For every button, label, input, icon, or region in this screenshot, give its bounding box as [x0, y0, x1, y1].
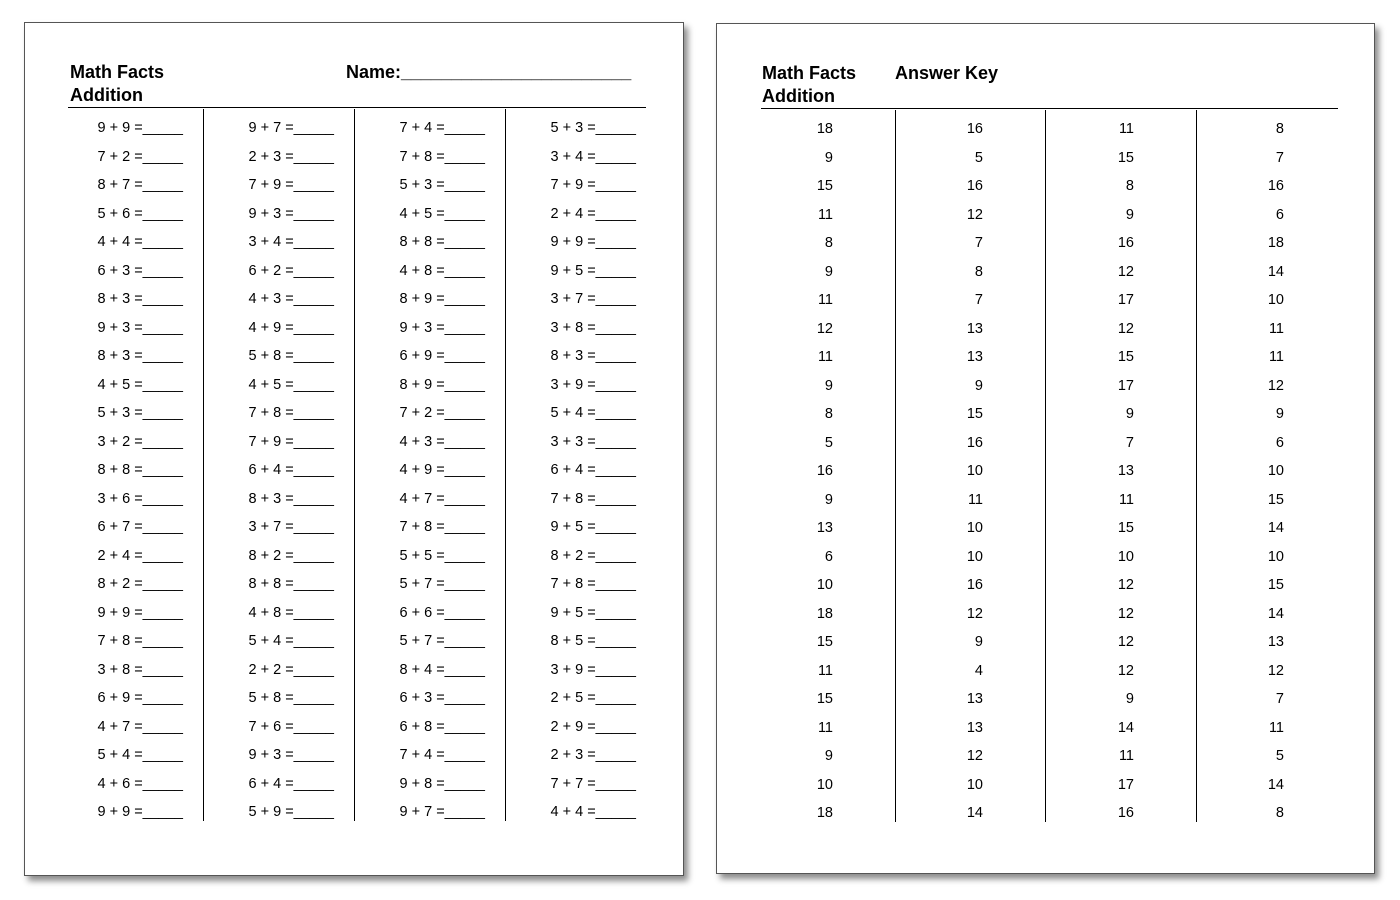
column-divider [354, 109, 355, 821]
problem-item: 8 + 3 =_____ [248, 490, 334, 507]
problem-item: 3 + 8 =_____ [97, 661, 183, 678]
problem-item: 4 + 7 =_____ [97, 718, 183, 735]
problem-item: 2 + 4 =_____ [550, 205, 636, 222]
problem-item: 5 + 7 =_____ [399, 576, 485, 592]
answer-item: 8 [1275, 121, 1284, 137]
problem-item: 7 + 8 =_____ [399, 519, 485, 535]
problem-item: 6 + 2 =_____ [248, 262, 334, 279]
problem-item: 3 + 6 =_____ [97, 490, 183, 507]
answer-item: 9 [824, 377, 833, 394]
problem-item: 8 + 8 =_____ [248, 576, 334, 592]
answer-item: 12 [1117, 263, 1134, 280]
answer-item: 12 [1117, 320, 1134, 337]
answer-item: 18 [816, 121, 833, 137]
problem-item: 4 + 8 =_____ [248, 604, 334, 621]
answer-item: 12 [1117, 577, 1134, 593]
problem-item: 6 + 4 =_____ [550, 462, 636, 478]
name-field-label: Name:_______________________ [346, 62, 632, 82]
problem-item: 8 + 3 =_____ [550, 348, 636, 364]
answer-item: 12 [1267, 662, 1284, 679]
answer-key-page [716, 23, 1375, 874]
problem-item: 6 + 8 =_____ [399, 718, 485, 735]
answer-item: 8 [1275, 805, 1284, 821]
problem-item: 8 + 5 =_____ [550, 633, 636, 649]
answer-item: 9 [1125, 206, 1134, 223]
problem-item: 7 + 9 =_____ [550, 177, 636, 193]
problem-item: 7 + 6 =_____ [248, 718, 334, 735]
answer-item: 9 [1125, 691, 1134, 707]
answer-item: 10 [966, 548, 983, 565]
answer-item: 13 [966, 719, 983, 736]
problem-item: 7 + 8 =_____ [399, 148, 485, 165]
answer-item: 13 [966, 349, 983, 365]
answer-item: 14 [966, 805, 983, 821]
answer-item: 11 [1118, 491, 1134, 508]
answer-item: 16 [1117, 805, 1134, 821]
problem-item: 5 + 9 =_____ [248, 804, 334, 820]
worksheet-title: Math Facts [70, 62, 165, 82]
problem-item: 5 + 6 =_____ [97, 205, 183, 222]
problem-item: 9 + 7 =_____ [248, 120, 334, 136]
answer-item: 9 [974, 377, 983, 394]
problem-item: 5 + 7 =_____ [399, 633, 485, 649]
problem-item: 9 + 9 =_____ [97, 120, 183, 136]
problem-item: 4 + 4 =_____ [97, 234, 183, 250]
answer-item: 9 [824, 491, 833, 508]
problem-item: 7 + 9 =_____ [248, 433, 334, 450]
answer-item: 11 [1268, 349, 1284, 365]
problem-item: 5 + 3 =_____ [399, 177, 485, 193]
answer-item: 17 [1117, 377, 1134, 394]
problem-item: 9 + 3 =_____ [97, 319, 183, 336]
answer-item: 16 [1267, 178, 1284, 194]
problem-item: 8 + 7 =_____ [97, 177, 183, 193]
problem-item: 4 + 9 =_____ [248, 319, 334, 336]
problem-item: 6 + 3 =_____ [399, 690, 485, 706]
problem-item: 4 + 3 =_____ [399, 433, 485, 450]
problem-item: 4 + 5 =_____ [248, 376, 334, 393]
problem-item: 3 + 9 =_____ [550, 661, 636, 678]
problem-item: 9 + 9 =_____ [550, 234, 636, 250]
answer-item: 10 [966, 463, 983, 479]
problem-item: 4 + 5 =_____ [399, 205, 485, 222]
answer-item: 7 [1275, 149, 1284, 166]
problem-item: 8 + 9 =_____ [399, 291, 485, 307]
answer-item: 5 [1275, 748, 1284, 764]
answer-item: 6 [1275, 206, 1284, 223]
answer-item: 12 [1117, 605, 1134, 622]
answer-item: 10 [966, 776, 983, 793]
answer-item: 9 [1275, 406, 1284, 422]
answer-item: 10 [816, 577, 833, 593]
problem-item: 2 + 3 =_____ [550, 747, 636, 763]
answer-key-label: Answer Key [895, 63, 999, 83]
answer-item: 12 [966, 206, 983, 223]
answer-item: 11 [817, 349, 833, 365]
problem-item: 8 + 2 =_____ [97, 576, 183, 592]
answer-item: 11 [967, 491, 983, 508]
column-divider [505, 109, 506, 821]
problem-item: 3 + 9 =_____ [550, 376, 636, 393]
answer-item: 9 [1125, 406, 1134, 422]
answer-item: 12 [816, 320, 833, 337]
problem-item: 3 + 3 =_____ [550, 433, 636, 450]
answer-item: 14 [1267, 263, 1284, 280]
problem-item: 4 + 6 =_____ [97, 775, 183, 792]
problem-item: 2 + 2 =_____ [248, 661, 334, 678]
problem-item: 9 + 9 =_____ [97, 604, 183, 621]
problem-item: 5 + 8 =_____ [248, 348, 334, 364]
problem-item: 6 + 4 =_____ [248, 462, 334, 478]
answer-item: 10 [1117, 548, 1134, 565]
answer-item: 18 [816, 605, 833, 622]
column-divider [895, 110, 896, 822]
problem-item: 8 + 8 =_____ [97, 462, 183, 478]
answer-item: 14 [1267, 520, 1284, 536]
answer-item: 15 [1267, 491, 1284, 508]
problem-item: 9 + 9 =_____ [97, 804, 183, 820]
problem-item: 6 + 6 =_____ [399, 604, 485, 621]
problem-item: 2 + 9 =_____ [550, 718, 636, 735]
answer-item: 13 [966, 691, 983, 707]
answer-item: 16 [816, 463, 833, 479]
answer-item: 9 [824, 263, 833, 280]
answer-item: 10 [1267, 463, 1284, 479]
problem-item: 3 + 4 =_____ [550, 148, 636, 165]
problem-item: 7 + 8 =_____ [97, 633, 183, 649]
problem-item: 7 + 4 =_____ [399, 120, 485, 136]
answer-key-title: Math Facts [762, 63, 857, 83]
answer-item: 15 [1117, 520, 1134, 536]
answer-item: 10 [966, 520, 983, 536]
answer-item: 15 [1117, 149, 1134, 166]
answer-item: 16 [966, 434, 983, 451]
answer-item: 11 [1118, 748, 1134, 764]
answer-item: 17 [1117, 292, 1134, 308]
answer-item: 8 [1125, 178, 1134, 194]
answer-item: 14 [1267, 605, 1284, 622]
problem-item: 3 + 4 =_____ [248, 234, 334, 250]
answer-item: 7 [974, 292, 983, 308]
problem-item: 8 + 2 =_____ [550, 547, 636, 564]
answer-item: 16 [1117, 235, 1134, 251]
answer-item: 11 [1268, 719, 1284, 736]
answer-item: 15 [816, 634, 833, 650]
problem-item: 2 + 3 =_____ [248, 148, 334, 165]
answer-item: 11 [817, 662, 833, 679]
problem-item: 7 + 8 =_____ [550, 490, 636, 507]
problem-item: 8 + 2 =_____ [248, 547, 334, 564]
answer-item: 12 [1117, 634, 1134, 650]
column-divider [203, 109, 204, 821]
problem-item: 9 + 3 =_____ [399, 319, 485, 336]
answer-item: 12 [966, 605, 983, 622]
answer-item: 12 [1267, 377, 1284, 394]
answer-item: 11 [817, 292, 833, 308]
answer-item: 8 [824, 406, 833, 422]
problem-item: 6 + 7 =_____ [97, 519, 183, 535]
answer-item: 13 [816, 520, 833, 536]
column-divider [1045, 110, 1046, 822]
problem-item: 5 + 3 =_____ [550, 120, 636, 136]
problem-item: 3 + 7 =_____ [248, 519, 334, 535]
problem-item: 3 + 2 =_____ [97, 433, 183, 450]
problem-item: 6 + 9 =_____ [399, 348, 485, 364]
answer-item: 12 [1117, 662, 1134, 679]
problem-item: 4 + 4 =_____ [550, 804, 636, 820]
worksheet-subtitle: Addition [70, 85, 143, 105]
problem-item: 9 + 8 =_____ [399, 775, 485, 792]
answer-item: 15 [966, 406, 983, 422]
answer-item: 7 [1125, 434, 1134, 451]
problem-item: 8 + 3 =_____ [97, 291, 183, 307]
answer-item: 16 [966, 577, 983, 593]
problem-item: 7 + 8 =_____ [248, 405, 334, 421]
problem-item: 9 + 5 =_____ [550, 604, 636, 621]
problem-item: 4 + 3 =_____ [248, 291, 334, 307]
answer-item: 10 [816, 776, 833, 793]
worksheet-page [24, 22, 684, 876]
problem-item: 7 + 2 =_____ [97, 148, 183, 165]
problem-item: 5 + 4 =_____ [248, 633, 334, 649]
answer-item: 11 [817, 719, 833, 736]
problem-item: 8 + 4 =_____ [399, 661, 485, 678]
answer-item: 6 [824, 548, 833, 565]
answer-item: 9 [824, 748, 833, 764]
problem-item: 5 + 3 =_____ [97, 405, 183, 421]
problem-item: 7 + 9 =_____ [248, 177, 334, 193]
answer-item: 11 [1268, 320, 1284, 337]
answer-item: 16 [966, 121, 983, 137]
answer-item: 5 [974, 149, 983, 166]
problem-item: 9 + 3 =_____ [248, 747, 334, 763]
answer-item: 13 [966, 320, 983, 337]
problem-item: 9 + 7 =_____ [399, 804, 485, 820]
answer-item: 10 [1267, 292, 1284, 308]
problem-item: 8 + 9 =_____ [399, 376, 485, 393]
answer-item: 4 [974, 662, 983, 679]
answer-item: 15 [816, 178, 833, 194]
problem-item: 8 + 8 =_____ [399, 234, 485, 250]
answer-item: 18 [816, 805, 833, 821]
answer-item: 13 [1267, 634, 1284, 650]
answer-item: 15 [1117, 349, 1134, 365]
problem-item: 7 + 8 =_____ [550, 576, 636, 592]
problem-item: 5 + 4 =_____ [97, 747, 183, 763]
problem-item: 2 + 4 =_____ [97, 547, 183, 564]
answer-item: 15 [1267, 577, 1284, 593]
answer-item: 17 [1117, 776, 1134, 793]
answer-key-subtitle: Addition [762, 86, 835, 106]
answer-item: 8 [974, 263, 983, 280]
problem-item: 3 + 7 =_____ [550, 291, 636, 307]
header-rule [68, 107, 646, 108]
problem-item: 4 + 9 =_____ [399, 462, 485, 478]
problem-item: 5 + 5 =_____ [399, 547, 485, 564]
problem-item: 5 + 8 =_____ [248, 690, 334, 706]
answer-item: 18 [1267, 235, 1284, 251]
problem-item: 6 + 9 =_____ [97, 690, 183, 706]
problem-item: 7 + 7 =_____ [550, 775, 636, 792]
answer-item: 5 [824, 434, 833, 451]
problem-item: 9 + 5 =_____ [550, 519, 636, 535]
answer-item: 9 [824, 149, 833, 166]
answer-item: 10 [1267, 548, 1284, 565]
problem-item: 9 + 3 =_____ [248, 205, 334, 222]
answer-item: 11 [817, 206, 833, 223]
answer-item: 7 [974, 235, 983, 251]
problem-item: 2 + 5 =_____ [550, 690, 636, 706]
answer-item: 12 [966, 748, 983, 764]
problem-item: 4 + 5 =_____ [97, 376, 183, 393]
problem-item: 4 + 8 =_____ [399, 262, 485, 279]
problem-item: 6 + 3 =_____ [97, 262, 183, 279]
problem-item: 3 + 8 =_____ [550, 319, 636, 336]
header-rule [761, 108, 1338, 109]
answer-item: 14 [1117, 719, 1134, 736]
problem-item: 9 + 5 =_____ [550, 262, 636, 279]
answer-item: 6 [1275, 434, 1284, 451]
answer-item: 15 [816, 691, 833, 707]
answer-item: 8 [824, 235, 833, 251]
answer-item: 16 [966, 178, 983, 194]
answer-item: 9 [974, 634, 983, 650]
problem-item: 4 + 7 =_____ [399, 490, 485, 507]
answer-item: 7 [1275, 691, 1284, 707]
problem-item: 6 + 4 =_____ [248, 775, 334, 792]
problem-item: 7 + 2 =_____ [399, 405, 485, 421]
answer-item: 14 [1267, 776, 1284, 793]
answer-item: 11 [1118, 121, 1134, 137]
problem-item: 8 + 3 =_____ [97, 348, 183, 364]
column-divider [1196, 110, 1197, 822]
answer-item: 13 [1117, 463, 1134, 479]
problem-item: 5 + 4 =_____ [550, 405, 636, 421]
problem-item: 7 + 4 =_____ [399, 747, 485, 763]
